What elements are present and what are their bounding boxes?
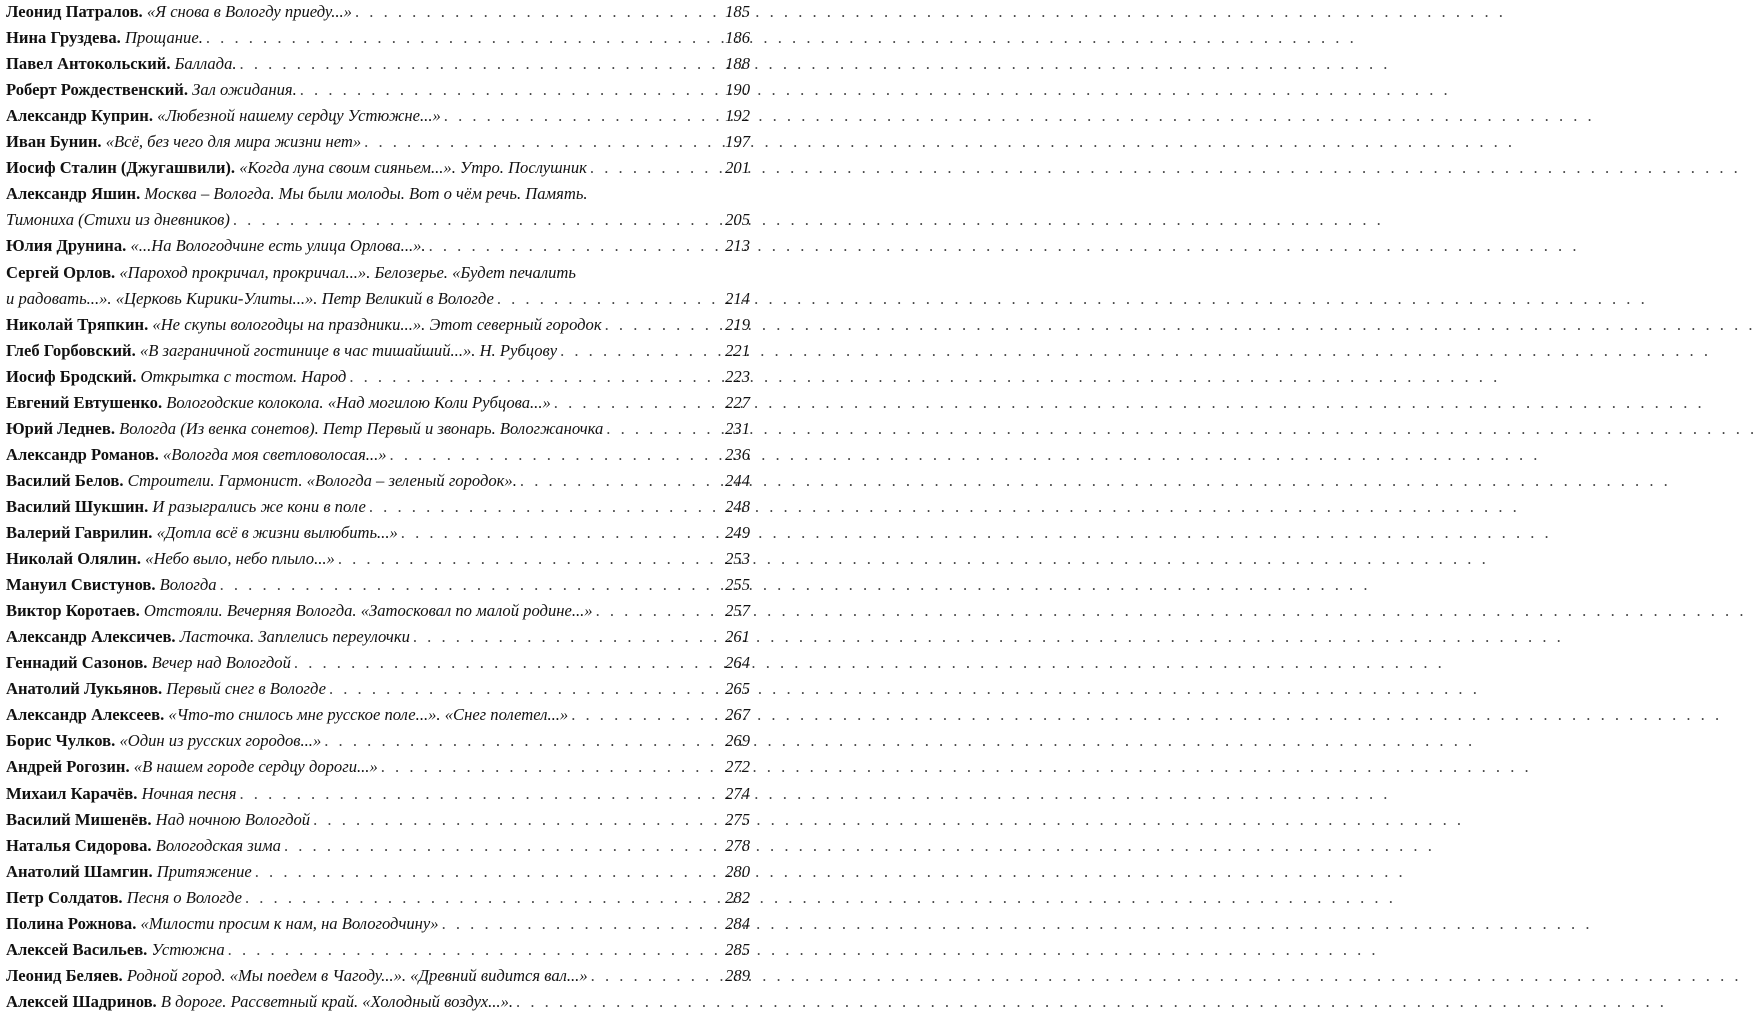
toc-author: Александр Куприн. (6, 106, 153, 126)
toc-entry (6, 28, 750, 52)
toc-entry (6, 888, 750, 912)
toc-works: Вологодская зима (155, 835, 281, 855)
toc-entry-text (6, 106, 441, 126)
toc-entry (6, 653, 750, 677)
toc-entry-text (6, 341, 557, 361)
page-number: 269 (725, 731, 750, 751)
dot-leader (233, 210, 722, 230)
toc-author: Иосиф Бродский. (6, 366, 137, 386)
toc-entry (6, 523, 750, 547)
toc-author: Алексей Васильев. (6, 939, 148, 959)
page-number: 272 (725, 757, 750, 777)
toc-author: Сергей Орлов. (6, 262, 116, 282)
toc-entry (6, 132, 750, 156)
toc-works: Отстояли. Вечерняя Вологда. «Затосковал по малой родине...» (143, 601, 593, 621)
page-number: 255 (725, 575, 750, 595)
page-number: 186 (725, 28, 750, 48)
toc-author: Василий Белов. (6, 470, 124, 490)
page-number: 289 (725, 965, 750, 985)
toc-entry-text (6, 914, 439, 934)
page-number: 267 (725, 705, 750, 725)
toc-author: Алексей Шадринов. (6, 991, 157, 1011)
page-number: 248 (725, 496, 750, 516)
toc-entry-text (6, 784, 237, 804)
toc-entry (6, 54, 750, 78)
dot-leader (516, 992, 723, 1012)
page-number: 257 (725, 601, 750, 621)
dot-leader (606, 419, 722, 439)
page-number: 192 (725, 106, 750, 126)
toc-entry-text (6, 54, 237, 74)
page-number: 285 (725, 939, 750, 959)
toc-author: Александр Яшин. (6, 184, 141, 204)
toc-entry-text (6, 653, 291, 673)
page-number: 244 (725, 470, 750, 490)
page-number: 261 (725, 627, 750, 647)
page-number: 282 (725, 887, 750, 907)
toc-entry-text (6, 705, 568, 725)
toc-works: и радовать...». «Церковь Кирики-Улиты...». Петр Великий в Вологде (6, 288, 494, 308)
toc-entry-text (6, 549, 335, 569)
toc-works: «Я снова в Вологду приеду...» (146, 2, 352, 21)
toc-works: Вологда (159, 575, 217, 595)
toc-works: Первый снег в Вологде (166, 679, 326, 699)
toc-entry-text (6, 315, 602, 335)
toc-works: Вологодские колокола. «Над могилою Коли Рубцова...» (166, 392, 551, 412)
toc-works: «Вологда моя светловолосая...» (162, 444, 387, 464)
toc-entry-text (6, 575, 217, 595)
toc-author: Михаил Карачёв. (6, 783, 138, 803)
toc-entry (6, 914, 750, 938)
page-number: 274 (725, 783, 750, 803)
dot-leader (255, 862, 722, 882)
toc-entry (6, 731, 750, 755)
toc-author: Анатолий Шамгин. (6, 861, 153, 881)
toc-works: «Не скупы вологодцы на праздники...». Этот северный городок (152, 314, 602, 334)
page-number: 197 (725, 132, 750, 152)
toc-entry-text (6, 497, 366, 517)
toc-entry-text (6, 627, 410, 647)
toc-author: Наталья Сидорова. (6, 835, 152, 855)
toc-entry-text (6, 601, 593, 621)
toc-entry (6, 210, 750, 234)
toc-works: «Милости просим к нам, на Вологодчину» (140, 913, 439, 933)
dot-leader (294, 653, 722, 673)
toc-entry (6, 836, 750, 860)
toc-entry-text (6, 966, 588, 986)
toc-works: Устюжна (151, 939, 225, 959)
toc-entry-text (6, 757, 378, 777)
toc-works: Вечер над Вологдой (151, 653, 291, 673)
dot-leader (240, 784, 723, 804)
toc-entry (6, 784, 750, 808)
toc-entry-text (6, 836, 281, 856)
toc-author: Борис Чулков. (6, 731, 116, 751)
dot-leader (442, 914, 723, 934)
toc-works: В дороге. Рассветный край. «Холодный воздух...». (160, 991, 514, 1011)
toc-author: Николай Тряпкин. (6, 314, 149, 334)
toc-author: Геннадий Сазонов. (6, 653, 148, 673)
dot-leader (497, 289, 722, 309)
toc-entry (6, 106, 750, 130)
toc-entry-text (6, 80, 297, 100)
page-number: 205 (725, 210, 750, 230)
toc-works: Строители. Гармонист. «Вологда – зеленый городок». (127, 470, 517, 490)
page-number: 236 (725, 444, 750, 464)
toc-entry (6, 757, 750, 781)
dot-leader (228, 940, 722, 960)
page-number: 190 (725, 80, 750, 100)
toc-author: Евгений Евтушенко. (6, 392, 163, 412)
toc-entry (6, 315, 750, 339)
dot-leader (349, 367, 722, 387)
dot-leader (220, 575, 723, 595)
dot-leader (245, 888, 722, 908)
page-number: 221 (725, 340, 750, 360)
toc-works: «Что-то снилось мне русское поле...». «Снег полетел...» (168, 705, 569, 725)
toc-author: Леонид Патралов. (6, 2, 143, 21)
page-number: 188 (725, 54, 750, 74)
toc-author: Петр Солдатов. (6, 887, 123, 907)
toc-author: Полина Рожнова. (6, 913, 137, 933)
toc-author: Александр Алексичев. (6, 627, 176, 647)
toc-works: «Пароход прокричал, прокричал...». Белозерье. «Будет печалить (119, 262, 576, 282)
dot-leader (364, 132, 722, 152)
toc-entry (6, 497, 750, 521)
toc-entry-text (6, 471, 517, 491)
dot-leader (520, 471, 722, 491)
page-number: 265 (725, 679, 750, 699)
dot-leader (590, 158, 722, 178)
toc-entry-text (6, 445, 387, 465)
toc-entry-text (6, 679, 326, 699)
toc-entry (6, 367, 750, 391)
dot-leader (444, 106, 722, 126)
dot-leader (429, 236, 723, 256)
toc-works: «Небо выло, небо плыло...» (145, 549, 335, 569)
dot-leader (355, 2, 722, 22)
toc-works: И разыгрались же кони в поле (152, 496, 366, 516)
toc-works: «Всё, без чего для мира жизни нет» (105, 132, 362, 152)
toc-author: Глеб Горбовский. (6, 340, 136, 360)
toc-works: «...На Вологодчине есть улица Орлова...». (130, 236, 426, 256)
dot-leader (240, 54, 723, 74)
toc-works: Москва – Вологда. Мы были молоды. Вот о чём речь. Память. (144, 184, 588, 204)
toc-author: Юрий Леднев. (6, 418, 116, 438)
toc-entry (6, 445, 750, 469)
toc-entry (6, 992, 750, 1016)
page-number: 278 (725, 835, 750, 855)
toc-author: Мануил Свистунов. (6, 575, 156, 595)
toc-entry-text (6, 888, 242, 908)
dot-leader (605, 315, 722, 335)
toc-author: Александр Алексеев. (6, 705, 165, 725)
toc-entry-text (6, 158, 587, 178)
toc-author: Нина Груздева. (6, 28, 121, 48)
toc-works: Ласточка. Заплелись переулочки (179, 627, 410, 647)
toc-entry-text (6, 132, 361, 152)
toc-works: «Дотла всё в жизни вылюбить...» (156, 523, 398, 542)
toc-works: «В нашем городе сердцу дороги...» (133, 757, 378, 777)
toc-author: Роберт Рождественский. (6, 80, 188, 100)
toc-works: «Когда луна своим сияньем...». Утро. Послушник (239, 158, 587, 178)
dot-leader (401, 523, 722, 543)
toc-entry (6, 549, 750, 573)
toc-works: Ночная песня (141, 783, 237, 803)
dot-leader (338, 549, 722, 569)
toc-author: Андрей Рогозин. (6, 757, 130, 777)
toc-entry (6, 940, 750, 964)
toc-author: Александр Романов. (6, 444, 159, 464)
toc-author: Леонид Беляев. (6, 965, 123, 985)
toc-entry-text (6, 28, 203, 48)
toc-works: Баллада. (174, 54, 237, 74)
page-number: 201 (725, 158, 750, 178)
toc-author: Василий Шукшин. (6, 496, 149, 516)
toc-entry-text (6, 393, 551, 413)
page-number: 227 (725, 392, 750, 412)
toc-entry-first-line (6, 184, 750, 208)
toc-entry-first-line (6, 263, 750, 287)
page-number: 253 (725, 549, 750, 569)
page-number: 280 (725, 861, 750, 881)
toc-works: Родной город. «Мы поедем в Чагоду...». «Древний видится вал...» (126, 965, 588, 985)
page-number: 214 (725, 288, 750, 308)
dot-leader (596, 601, 723, 621)
dot-leader (300, 80, 722, 100)
page-number: 213 (725, 236, 750, 256)
dot-leader (554, 393, 722, 413)
page-number: 249 (725, 523, 750, 542)
toc-entry (6, 862, 750, 886)
toc-entry-text (6, 210, 230, 230)
dot-leader (324, 731, 722, 751)
toc-entry (6, 810, 750, 834)
page-number: 219 (725, 314, 750, 334)
toc-works: Прощание. (124, 28, 203, 48)
toc-entry-text (6, 862, 252, 882)
toc-entry (6, 471, 750, 495)
toc-entry-text (6, 810, 310, 830)
toc-entry (6, 679, 750, 703)
toc-works: Песня о Вологде (126, 887, 242, 907)
dot-leader (571, 705, 722, 725)
toc-author: Иван Бунин. (6, 132, 102, 152)
dot-leader (369, 497, 722, 517)
toc-entry (6, 601, 750, 625)
toc-works: Открытка с тостом. Народ (140, 366, 347, 386)
toc-works: Притяжение (156, 861, 252, 881)
page-number: 223 (725, 366, 750, 386)
toc-entry (6, 393, 750, 417)
toc-works: Тимониха (Стихи из дневников) (6, 210, 230, 230)
toc-entry-text (6, 523, 398, 543)
toc-entry (6, 158, 750, 182)
toc-entry-text (6, 940, 225, 960)
toc-entry (6, 627, 750, 651)
toc-author: Павел Антокольский. (6, 54, 171, 74)
dot-leader (313, 810, 722, 830)
toc-works: «Один из русских городов...» (119, 731, 322, 751)
toc-entry (6, 341, 750, 365)
toc-entry (6, 236, 750, 260)
toc-entry (6, 80, 750, 104)
dot-leader (413, 627, 722, 647)
toc-author: Василий Мишенёв. (6, 809, 152, 829)
dot-leader (591, 966, 722, 986)
toc-author: Юлия Друнина. (6, 236, 127, 256)
page-number: 284 (725, 913, 750, 933)
toc-entry (6, 289, 750, 313)
dot-leader (381, 757, 722, 777)
toc-entry (6, 419, 750, 443)
toc-entry-text (6, 236, 426, 256)
toc-entry-text (6, 2, 352, 22)
toc-works: Вологда (Из венка сонетов). Петр Первый и звонарь. Вологжаночка (119, 418, 604, 438)
dot-leader (329, 679, 722, 699)
toc-author: Николай Олялин. (6, 549, 141, 569)
toc-author: Виктор Коротаев. (6, 601, 140, 621)
toc-entry (6, 575, 750, 599)
page-number: 231 (725, 418, 750, 438)
toc-works: Зал ожидания. (192, 80, 297, 100)
toc-author: Валерий Гаврилин. (6, 523, 153, 542)
toc-entry-text (6, 367, 346, 387)
dot-leader (206, 28, 722, 48)
dot-leader (560, 341, 722, 361)
toc-works: «В заграничной гостинице в час тишайший...». Н. Рубцову (139, 340, 558, 360)
page-number: 264 (725, 653, 750, 673)
page-number: 185 (725, 2, 750, 21)
toc-entry-text (6, 731, 321, 751)
toc-works: «Любезной нашему сердцу Устюжне...» (157, 106, 441, 126)
toc-entry (6, 966, 750, 990)
toc-entry-text (6, 419, 603, 439)
dot-leader (390, 445, 723, 465)
toc-works: Над ночною Вологдой (155, 809, 311, 829)
toc-entry-text (6, 289, 494, 309)
toc-entry-text (6, 992, 513, 1012)
toc-entry (6, 705, 750, 729)
page-number: 275 (725, 809, 750, 829)
toc-entry (6, 2, 750, 26)
toc-author: Иосиф Сталин (Джугашвили). (6, 158, 236, 178)
toc-author: Анатолий Лукьянов. (6, 679, 163, 699)
dot-leader (284, 836, 722, 856)
